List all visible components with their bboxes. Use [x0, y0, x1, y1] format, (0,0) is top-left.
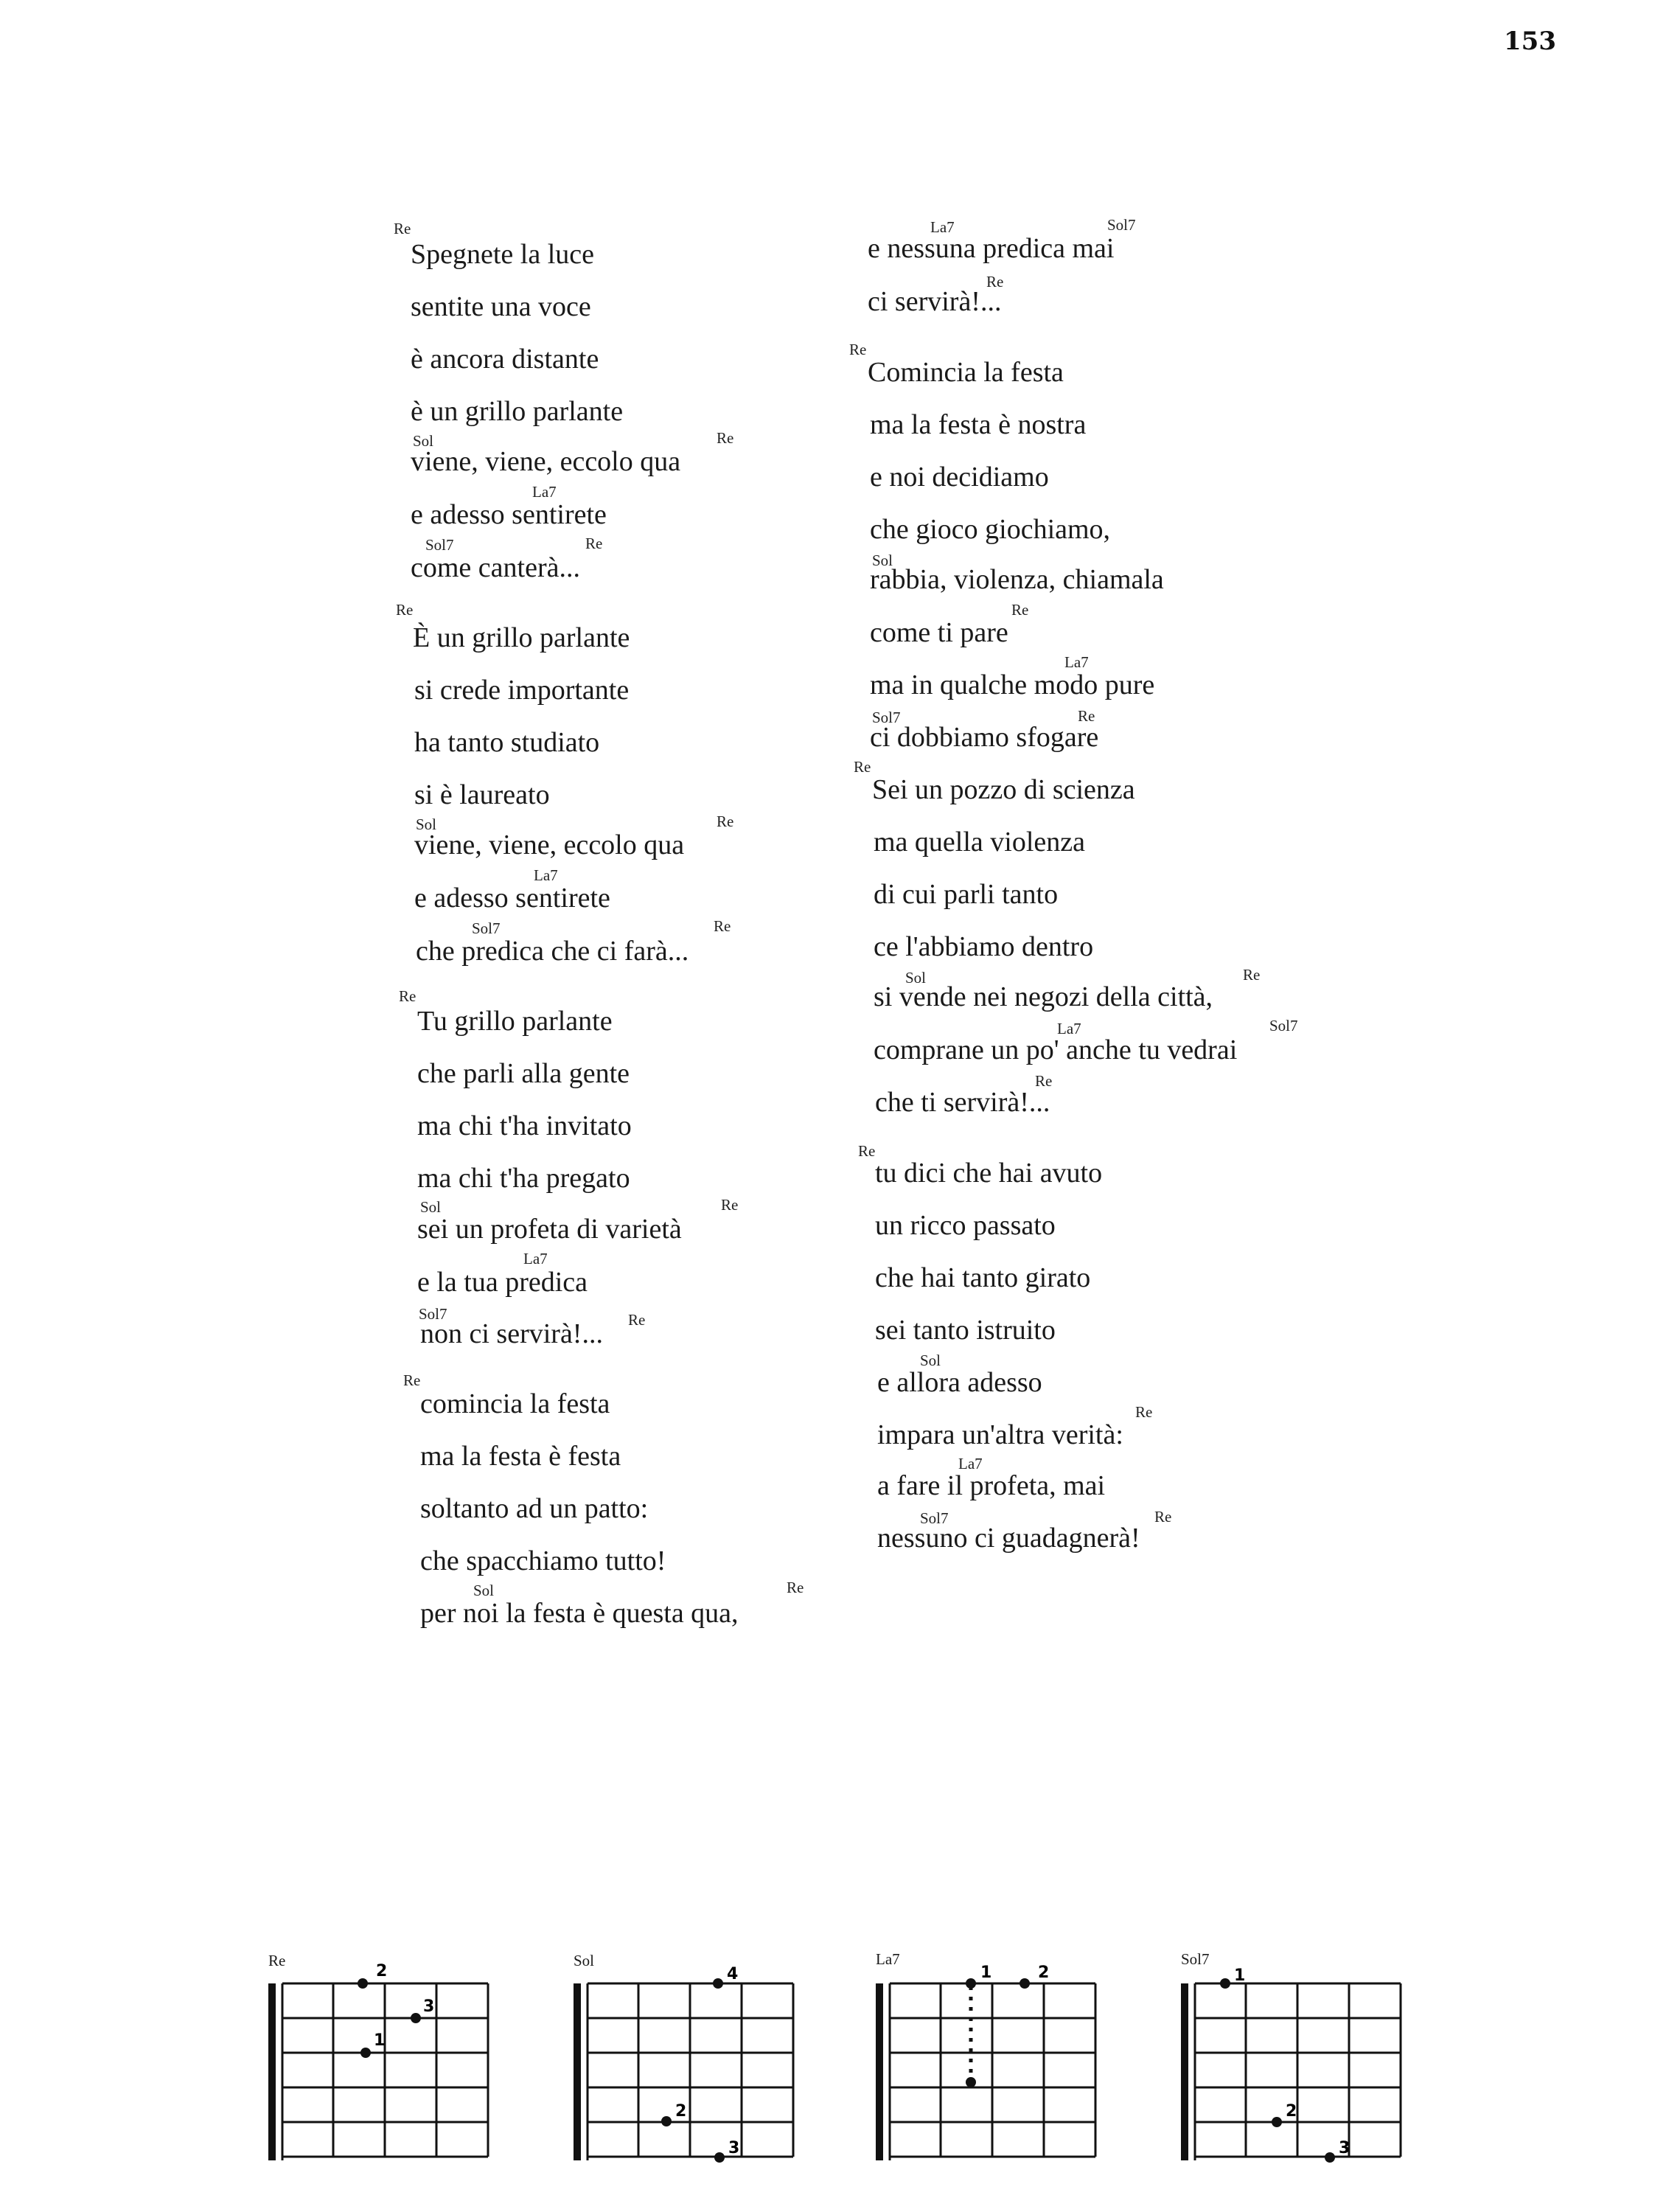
lyric-line: Tu grillo parlante: [417, 1006, 613, 1037]
chord-diagram-title: Sol: [574, 1952, 595, 1969]
lyric-line: si vende nei negozi della città,: [874, 981, 1213, 1012]
chord-label: La7: [532, 483, 557, 501]
chord-label: Re: [1011, 601, 1029, 619]
lyric-line: ce l'abbiamo dentro: [874, 931, 1094, 962]
lyric-line: che predica che ci farà...: [416, 936, 689, 967]
lyric-line: tu dici che hai avuto: [875, 1158, 1103, 1189]
lyric-line: rabbia, violenza, chiamala: [870, 564, 1164, 595]
nut-bar: [574, 1983, 581, 2160]
finger-number: 4: [727, 1965, 739, 1983]
lyric-line: ma quella violenza: [874, 827, 1085, 858]
finger-dot: [360, 2048, 371, 2058]
finger-dot: [714, 2152, 725, 2163]
chord-label: Re: [394, 220, 411, 237]
chord-label: La7: [1057, 1020, 1081, 1037]
lyric-line: sei un profeta di varietà: [417, 1214, 682, 1245]
finger-dot: [713, 1978, 723, 1989]
finger-dot: [1325, 2152, 1335, 2163]
lyric-line: e adesso sentirete: [414, 883, 610, 914]
lyric-line: ha tanto studiato: [414, 727, 600, 758]
chord-label: Re: [986, 273, 1004, 291]
lyric-line: e la tua predica: [417, 1267, 588, 1298]
lyric-line: ma chi t'ha pregato: [417, 1163, 630, 1194]
chord-label: La7: [1064, 653, 1089, 671]
lyric-line: e noi decidiamo: [870, 462, 1049, 493]
chord-label: Sol: [420, 1198, 442, 1216]
chord-label: Re: [396, 601, 414, 619]
chord-label: Re: [717, 813, 734, 830]
chord-label: Re: [721, 1196, 739, 1214]
chord-label: Sol: [920, 1352, 941, 1369]
lyric-line: non ci servirà!...: [420, 1318, 603, 1349]
chord-label: Re: [628, 1311, 646, 1329]
finger-number: 3: [423, 1997, 435, 2016]
chord-label: Sol7: [419, 1305, 447, 1323]
chord-label: Re: [1243, 966, 1261, 984]
lyric-line: viene, viene, eccolo qua: [414, 830, 685, 860]
chord-label: Re: [403, 1371, 421, 1389]
finger-dot: [358, 1978, 368, 1989]
nut-bar: [876, 1983, 883, 2160]
finger-dot: [966, 2077, 976, 2087]
finger-number: 3: [1339, 2139, 1350, 2157]
finger-dot: [1020, 1978, 1030, 1989]
chord-label: Re: [1154, 1508, 1172, 1526]
nut-bar: [268, 1983, 276, 2160]
chord-diagram-la7: [873, 1964, 1109, 2160]
lyric-line: viene, viene, eccolo qua: [411, 446, 681, 477]
lyric-line: che parli alla gente: [417, 1058, 630, 1089]
chord-label: Re: [1078, 707, 1095, 725]
chord-label: Sol: [413, 432, 434, 450]
chord-label: La7: [523, 1250, 548, 1267]
lyric-line: ma la festa è festa: [420, 1441, 621, 1472]
finger-number: 2: [376, 1962, 388, 1980]
chord-label: Re: [399, 987, 416, 1005]
lyric-line: di cui parli tanto: [874, 879, 1059, 910]
lyric-line: ma la festa è nostra: [870, 409, 1087, 440]
chord-label: Sol: [905, 969, 927, 987]
lyric-line: soltanto ad un patto:: [420, 1493, 649, 1524]
chord-label: Re: [849, 341, 867, 358]
chord-label: La7: [930, 218, 955, 236]
chord-label: Re: [717, 429, 734, 447]
chord-label: Re: [1135, 1403, 1153, 1421]
lyric-line: Comincia la festa: [868, 357, 1064, 388]
lyric-line: come ti pare: [870, 617, 1008, 648]
chord-label: Re: [714, 917, 731, 935]
chord-diagram-title: Re: [268, 1952, 286, 1969]
finger-number: 1: [980, 1964, 992, 1982]
chord-diagram-sol7: [1178, 1966, 1414, 2168]
lyric-line: Sei un pozzo di scienza: [872, 774, 1135, 805]
finger-dot: [966, 1978, 976, 1989]
finger-dot: [1220, 1978, 1230, 1989]
finger-number: 1: [374, 2031, 386, 2050]
lyric-line: si è laureato: [414, 779, 550, 810]
chord-label: Re: [585, 535, 603, 552]
lyric-line: che ti servirà!...: [875, 1087, 1050, 1118]
lyric-line: ma in qualche modo pure: [870, 669, 1155, 700]
chord-label: Sol: [872, 552, 893, 569]
chord-label: Re: [854, 758, 871, 776]
chord-label: Re: [858, 1142, 876, 1160]
lyric-line: è ancora distante: [411, 344, 599, 375]
lyric-line: per noi la festa è questa qua,: [420, 1598, 739, 1629]
lyric-line: ci servirà!...: [868, 286, 1002, 317]
lyric-line: comincia la festa: [420, 1388, 610, 1419]
lyric-line: Spegnete la luce: [411, 239, 595, 270]
lyric-line: un ricco passato: [875, 1210, 1056, 1241]
page-number: 153: [1504, 27, 1556, 56]
chord-label: Sol7: [872, 709, 901, 726]
chord-label: Sol7: [1107, 216, 1136, 234]
chord-label: Sol7: [425, 536, 454, 554]
lyric-line: comprane un po' anche tu vedrai: [874, 1034, 1238, 1065]
chord-label: Sol7: [472, 919, 501, 937]
chord-label: Re: [1035, 1072, 1053, 1090]
lyric-line: nessuno ci guadagnerà!: [877, 1523, 1140, 1554]
chord-label: Sol7: [1269, 1017, 1298, 1034]
chord-label: Sol: [473, 1582, 495, 1599]
nut-bar: [1181, 1983, 1188, 2160]
chord-label: La7: [534, 866, 558, 884]
chord-label: Re: [787, 1579, 804, 1596]
lyric-line: è un grillo parlante: [411, 396, 624, 427]
chord-label: Sol7: [920, 1509, 949, 1527]
finger-number: 1: [1234, 1966, 1246, 1985]
lyric-line: che gioco giochiamo,: [870, 514, 1111, 545]
chord-diagram-re: [265, 1962, 501, 2160]
lyric-line: sentite una voce: [411, 291, 591, 322]
finger-dot: [411, 2013, 421, 2023]
lyric-line: e allora adesso: [877, 1367, 1042, 1398]
finger-dot: [1272, 2117, 1282, 2127]
finger-dot: [661, 2116, 672, 2126]
finger-number: 2: [675, 2102, 687, 2121]
chord-diagram-title: Sol7: [1181, 1950, 1210, 1968]
chord-diagram-title: La7: [876, 1950, 900, 1968]
finger-number: 2: [1038, 1964, 1050, 1982]
lyric-line: si crede importante: [414, 675, 630, 706]
lyric-line: È un grillo parlante: [413, 622, 630, 653]
chord-diagram-sol: [571, 1965, 806, 2168]
finger-number: 3: [728, 2139, 740, 2157]
lyric-line: che spacchiamo tutto!: [420, 1545, 666, 1576]
lyric-line: sei tanto istruito: [875, 1315, 1056, 1346]
lyric-line: ma chi t'ha invitato: [417, 1110, 632, 1141]
lyric-line: che hai tanto girato: [875, 1262, 1091, 1293]
chord-label: Sol: [416, 815, 437, 833]
lyric-line: come canterà...: [411, 552, 580, 583]
lyric-line: e adesso sentirete: [411, 499, 607, 530]
finger-number: 2: [1286, 2102, 1297, 2121]
lyric-line: a fare il profeta, mai: [877, 1470, 1106, 1501]
lyric-line: e nessuna predica mai: [868, 233, 1115, 264]
lyric-line: impara un'altra verità:: [877, 1419, 1123, 1450]
chord-label: La7: [958, 1455, 983, 1472]
lyric-line: ci dobbiamo sfogare: [870, 722, 1099, 753]
